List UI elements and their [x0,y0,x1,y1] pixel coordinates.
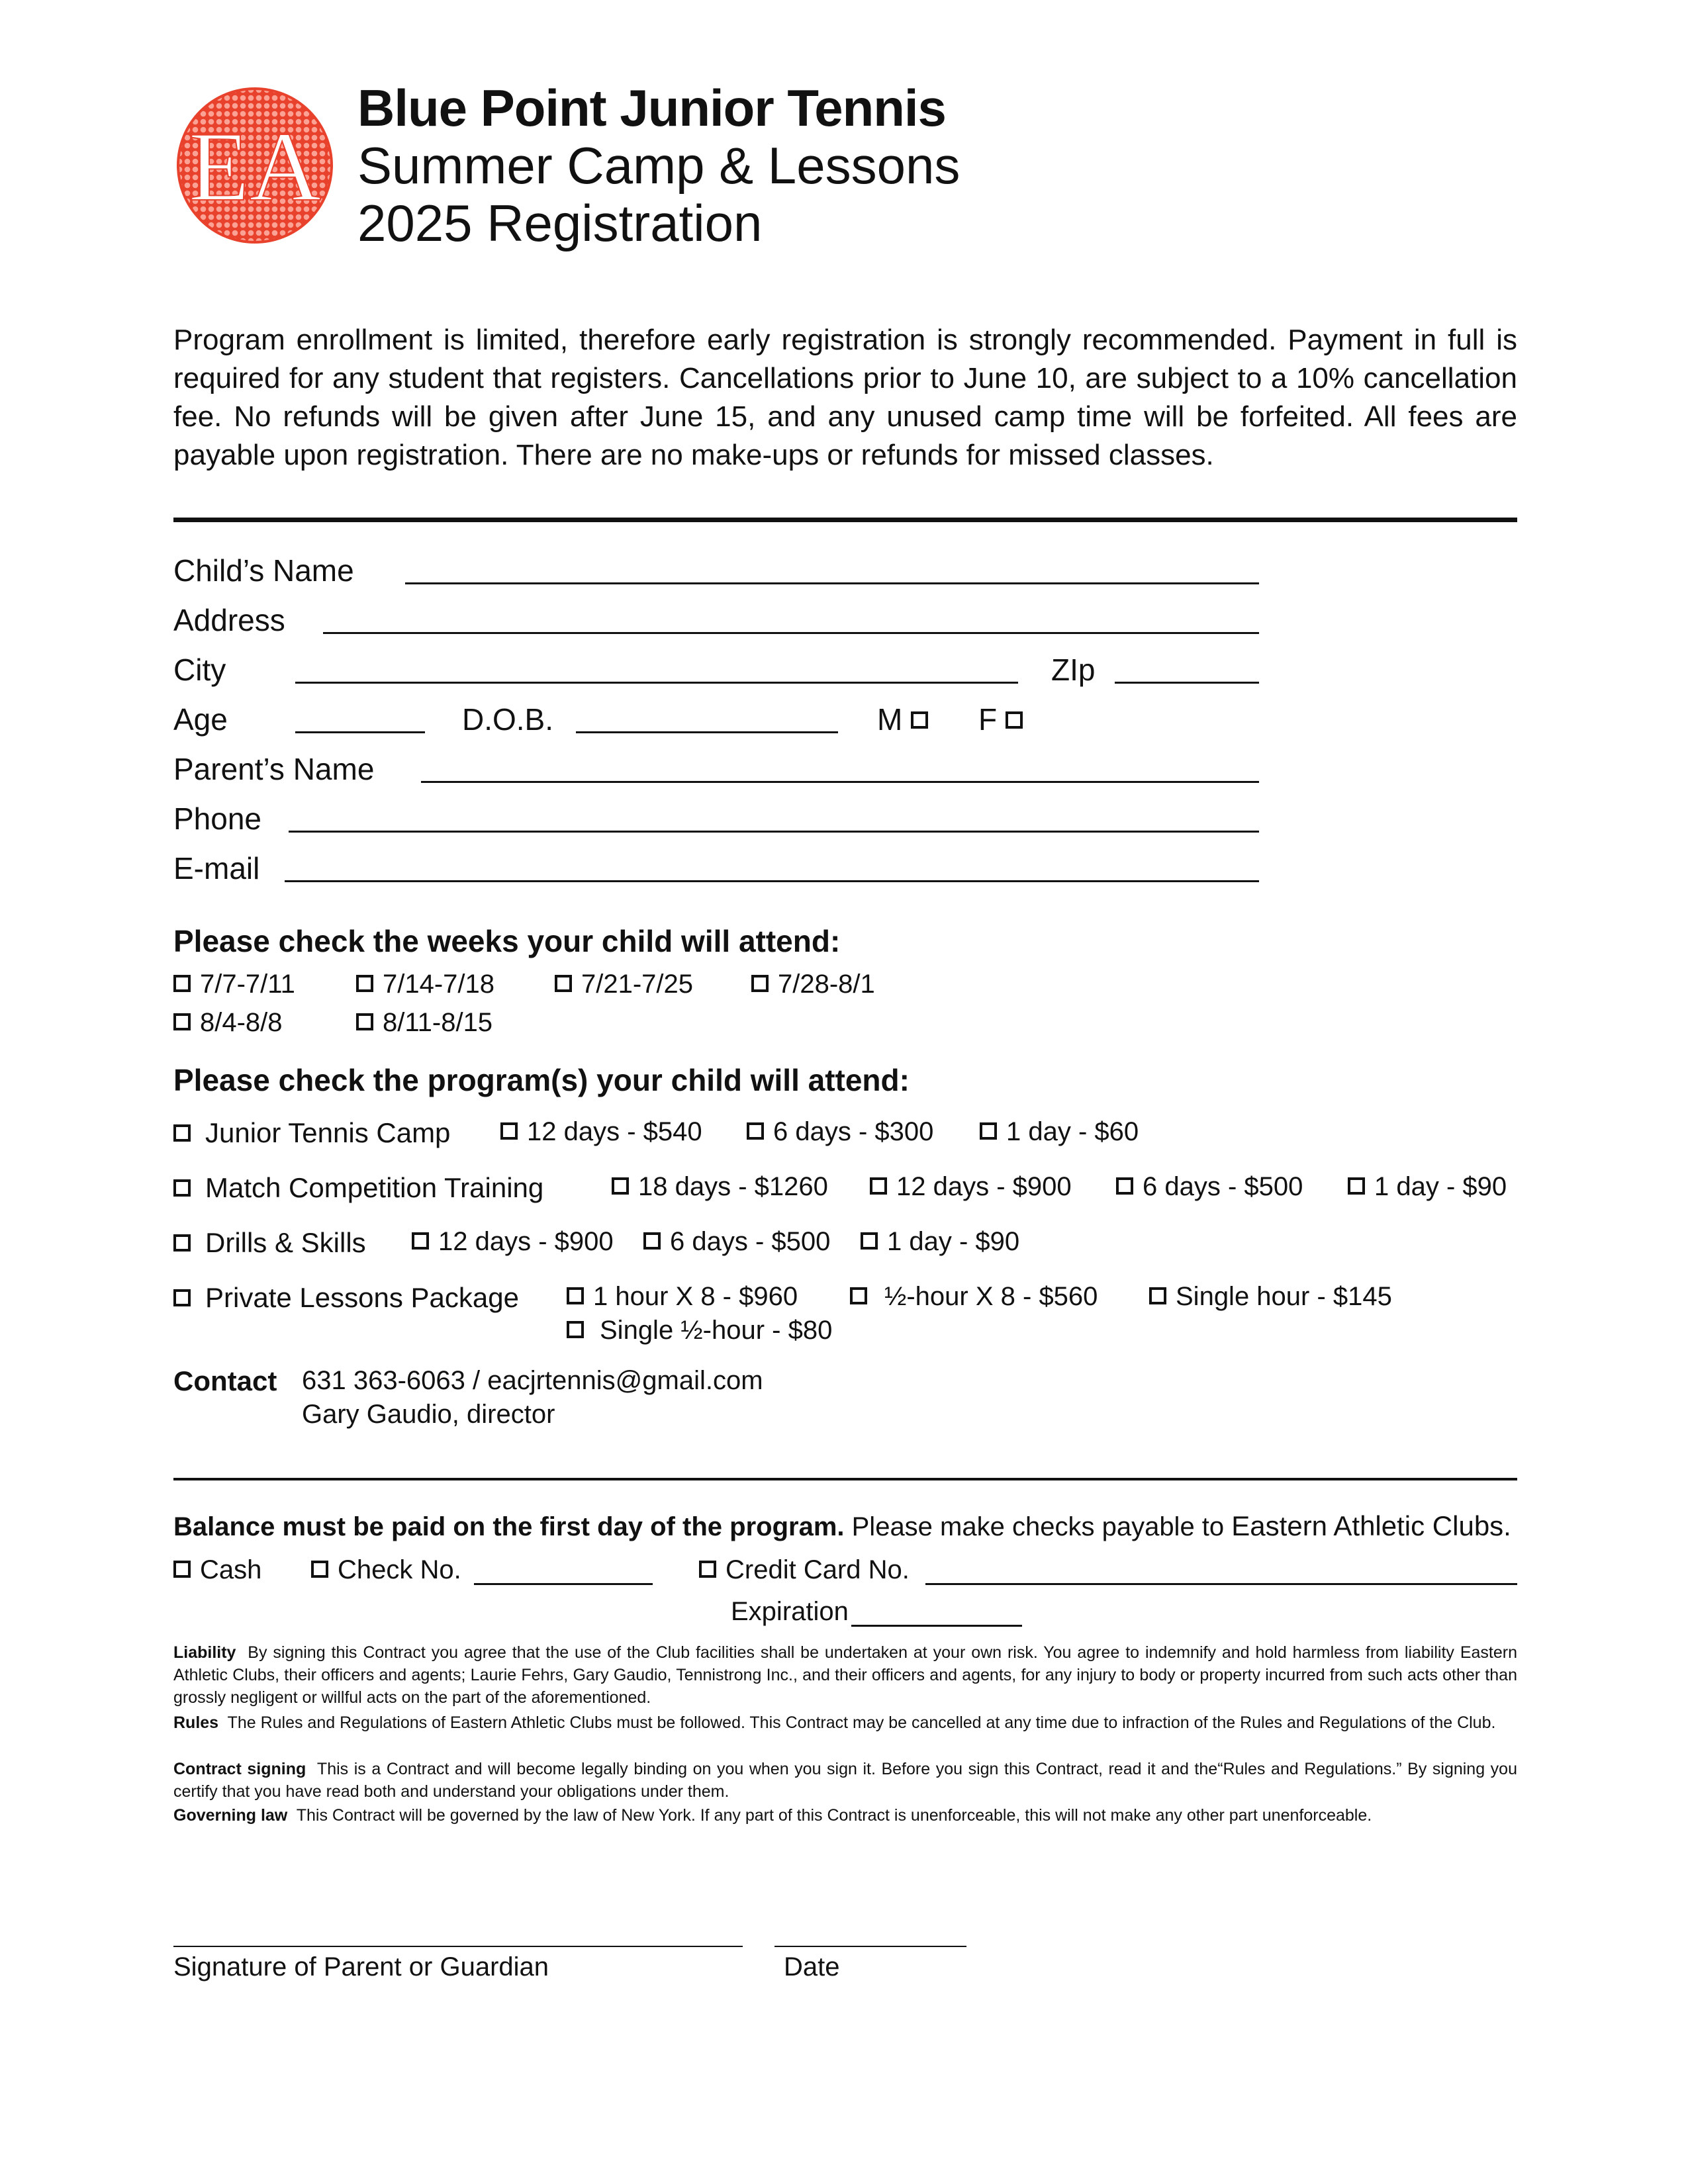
checkbox[interactable] [612,1177,629,1195]
page-subtitle: Summer Camp & Lessons [357,136,961,195]
option-label: ½-hour X 8 - $560 [884,1282,1098,1311]
week-option[interactable] [356,970,494,999]
eastern-athletic-clubs-logo [175,86,334,245]
childs-name-label: Child’s Name [173,553,354,588]
address-field[interactable] [323,632,1259,634]
city-label: City [173,653,226,687]
program-drills-and-skills[interactable] [173,1227,366,1259]
checkbox[interactable] [173,1234,191,1251]
program-option[interactable] [1348,1172,1507,1202]
checkbox[interactable] [173,1561,191,1578]
terms-liability [173,1641,1517,1709]
checkbox[interactable] [1348,1177,1365,1195]
expiration-field[interactable] [851,1625,1022,1627]
checkbox[interactable] [173,975,191,992]
checkbox[interactable] [1116,1177,1133,1195]
option-label: 6 days - $300 [773,1117,934,1146]
childs-name-field[interactable] [405,582,1259,584]
checks-payable-text: Please make checks payable to [851,1512,1225,1541]
week-label: 7/14-7/18 [383,970,495,999]
checkbox[interactable] [1149,1287,1166,1304]
week-label: 7/28-8/1 [778,970,875,999]
option-label: 6 days - $500 [670,1227,831,1256]
term-text: This is a Contract and will become legally binding on you when you sign it. Before you sign this Contract, read it and the“Rules and Regulations.” By signing you certify that you have read both and understand your obligations under them. [173,1760,1517,1801]
page-title: Blue Point Junior Tennis [357,79,946,137]
dob-label: D.O.B. [462,702,554,737]
cash-label: Cash [200,1555,262,1584]
program-option[interactable] [643,1227,830,1257]
contact-phone-email: 631 363-6063 / eacjrtennis@gmail.com [302,1366,763,1395]
option-label: 1 day - $90 [887,1227,1020,1256]
week-option[interactable] [555,970,693,999]
program-option[interactable] [412,1227,614,1257]
checkbox[interactable] [751,975,769,992]
program-option[interactable] [500,1117,702,1147]
term-text: This Contract will be governed by the law of New York. If any part of this Contract is unenforceable, this will not make any other part unenforceable. [296,1806,1372,1825]
section-divider [173,518,1517,522]
age-label: Age [173,702,228,737]
checkbox[interactable] [861,1232,878,1250]
week-label: 8/11-8/15 [383,1008,493,1037]
checkbox[interactable] [911,711,928,729]
terms-rules [173,1711,1517,1734]
option-label: 12 days - $540 [527,1117,702,1146]
week-option[interactable] [173,970,295,999]
credit-card-number-field[interactable] [925,1583,1517,1585]
checkbox[interactable] [412,1232,429,1250]
payment-cash-option[interactable] [173,1555,261,1585]
week-label: 7/21-7/25 [581,970,694,999]
registration-year: 2025 Registration [357,194,763,252]
contact-label: Contact [173,1365,277,1396]
checkbox[interactable] [555,975,572,992]
terms-contract-signing [173,1758,1517,1803]
expiration-label: Expiration [731,1597,849,1626]
program-private-lessons-package[interactable] [173,1282,519,1314]
week-label: 8/4-8/8 [200,1008,283,1037]
age-field[interactable] [295,731,425,733]
date-label: Date [784,1952,840,1981]
program-name: Private Lessons Package [205,1282,519,1313]
parents-name-field[interactable] [421,781,1259,783]
checkbox[interactable] [850,1287,867,1304]
checkbox[interactable] [643,1232,661,1250]
term-title: Rules [173,1713,219,1732]
gender-male-option[interactable] [877,702,928,737]
term-title: Contract signing [173,1760,306,1778]
program-option[interactable] [861,1227,1019,1257]
city-field[interactable] [295,682,1018,684]
week-option[interactable] [173,1008,283,1038]
program-match-competition-training[interactable] [173,1172,543,1204]
program-option[interactable] [1149,1282,1392,1312]
intro-paragraph: Program enrollment is limited, therefore early registration is strongly recommended. Payment in full is required for any student that registers. Cancellations prior to June 10, are subject to a 10% cancellation fee. No refunds will be given after June 15, and any unused camp time will be forfeited. All fees are payable upon registration. There are no make-ups or refunds for missed classes. [173,324,1517,471]
weeks-heading: Please check the weeks your child will attend: [173,924,841,958]
payee-name: Eastern Athletic Clubs. [1231,1510,1511,1541]
program-option[interactable] [870,1172,1072,1202]
option-label: 18 days - $1260 [638,1172,828,1201]
balance-note: Balance must be paid on the first day of the program. [173,1512,845,1541]
option-label: 12 days - $900 [438,1227,614,1256]
option-label: 12 days - $900 [896,1172,1072,1201]
option-label: 1 hour X 8 - $960 [593,1282,798,1311]
week-label: 7/7-7/11 [200,970,295,999]
program-option[interactable] [567,1282,798,1312]
email-label: E-mail [173,851,260,886]
term-title: Liability [173,1643,236,1662]
zip-field[interactable] [1115,682,1259,684]
terms-governing-law [173,1804,1517,1827]
phone-label: Phone [173,801,262,836]
checkbox[interactable] [173,1179,191,1197]
gender-female-label: F [978,702,998,737]
program-option[interactable] [612,1172,828,1202]
option-label: Single hour - $145 [1176,1282,1392,1311]
term-title: Governing law [173,1806,288,1825]
week-option[interactable] [356,1008,492,1038]
checkbox[interactable] [699,1561,716,1578]
check-number-field[interactable] [474,1583,653,1585]
program-option[interactable] [1116,1172,1303,1202]
checkbox[interactable] [311,1561,328,1578]
checkbox[interactable] [356,1013,373,1030]
week-option[interactable] [751,970,875,999]
checkbox[interactable] [173,1289,191,1306]
payment-note [173,1510,1511,1542]
checkbox[interactable] [356,975,373,992]
checkbox[interactable] [1006,711,1023,729]
payment-credit-card-option[interactable] [699,1555,910,1585]
contact-director: Gary Gaudio, director [302,1400,555,1429]
checkbox[interactable] [173,1013,191,1030]
payment-check-option[interactable] [311,1555,461,1585]
checkbox[interactable] [980,1122,997,1140]
term-text: The Rules and Regulations of Eastern Athletic Clubs must be followed. This Contract may be cancelled at any time due to infraction of the Rules and Regulations of the Club. [227,1713,1496,1732]
checkbox[interactable] [173,1124,191,1142]
checkbox[interactable] [500,1122,518,1140]
option-label: Single ½-hour - $80 [600,1316,833,1345]
credit-card-label: Credit Card No. [726,1555,910,1584]
signature-label: Signature of Parent or Guardian [173,1952,549,1981]
email-field[interactable] [285,880,1259,882]
option-label: 1 day - $60 [1006,1117,1139,1146]
program-junior-tennis-camp[interactable] [173,1117,450,1149]
dob-field[interactable] [576,731,838,733]
checkbox[interactable] [567,1321,584,1338]
parents-name-label: Parent’s Name [173,752,375,786]
address-label: Address [173,603,285,637]
section-divider [173,1478,1517,1480]
program-name: Drills & Skills [205,1227,366,1258]
zip-label: ZIp [1051,653,1096,687]
programs-heading: Please check the program(s) your child will attend: [173,1063,910,1097]
term-text: By signing this Contract you agree that the use of the Club facilities shall be undertaken at your own risk. You agree to indemnify and hold harmless from liability Eastern Athletic Clubs, their officers and agents; Laurie Fehrs, Gary Gaudio, Tennistrong Inc., and their officers and agents, for any injury to body or property incurred from such acts other than grossly negligent or willful acts on the part of the aforementioned. [173,1643,1517,1707]
phone-field[interactable] [289,831,1259,833]
option-label: 6 days - $500 [1143,1172,1303,1201]
checkbox[interactable] [747,1122,764,1140]
program-name: Junior Tennis Camp [205,1117,451,1148]
gender-female-option[interactable] [978,702,1023,737]
option-label: 1 day - $90 [1374,1172,1507,1201]
program-option[interactable] [850,1282,1098,1312]
program-name: Match Competition Training [205,1172,544,1203]
checkbox[interactable] [567,1287,584,1304]
check-no-label: Check No. [338,1555,461,1584]
logo-lettering: EA [189,112,321,222]
gender-male-label: M [877,702,903,737]
date-field[interactable] [774,1946,966,1947]
program-option[interactable] [747,1117,933,1147]
program-option[interactable] [980,1117,1139,1147]
checkbox[interactable] [870,1177,887,1195]
signature-field[interactable] [173,1946,743,1947]
program-option[interactable] [567,1316,832,1345]
